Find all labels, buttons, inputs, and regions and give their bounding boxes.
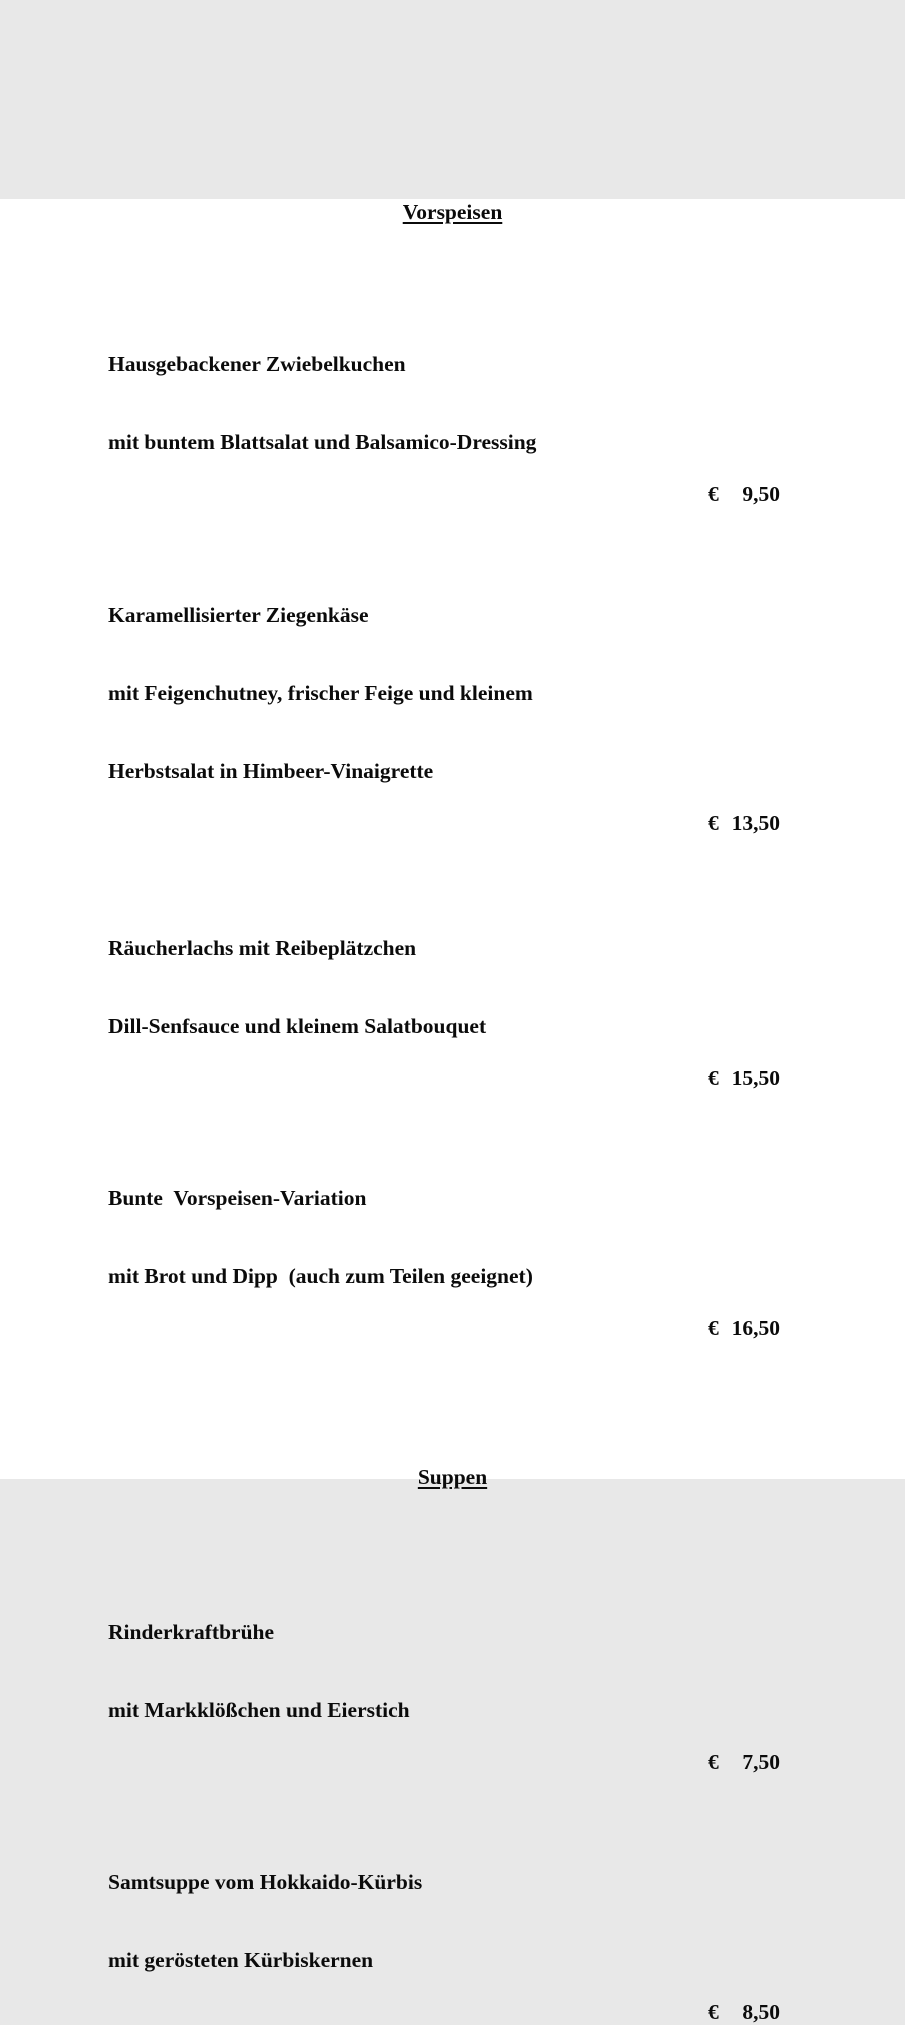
price-amount: 8,50	[742, 2000, 780, 2024]
menu-item-price	[708, 1065, 780, 1091]
menu-item-description	[108, 550, 533, 836]
menu-item-title: Bunte Vorspeisen-Variation	[108, 1186, 367, 1210]
menu-item-title: Samtsuppe vom Hokkaido-Kürbis	[108, 1870, 423, 1894]
euro-sign: €	[708, 811, 719, 835]
menu-item	[108, 1817, 780, 2025]
menu-item-price	[708, 481, 780, 507]
price-amount: 15,50	[731, 1066, 780, 1090]
section-items-vorspeisen	[108, 299, 780, 1341]
menu-item-title: Hausgebackener Zwiebelkuchen	[108, 352, 406, 376]
menu-item-price	[708, 1315, 780, 1341]
menu-item-title: Räucherlachs mit Reibeplätzchen	[108, 936, 417, 960]
menu-item-subtitle: mit Markklößchen und Eierstich	[108, 1698, 410, 1722]
menu-item-subtitle: mit Brot und Dipp (auch zum Teilen geeignet)	[108, 1264, 533, 1288]
price-amount: 9,50	[742, 482, 780, 506]
menu-item-description	[108, 299, 536, 507]
price-amount: 16,50	[731, 1316, 780, 1340]
menu-item-price	[708, 1999, 780, 2025]
menu-item	[108, 299, 780, 507]
euro-sign: €	[708, 2000, 719, 2024]
menu-item-subtitle: mit gerösteten Kürbiskernen	[108, 1948, 374, 1972]
euro-sign: €	[708, 1750, 719, 1774]
menu-item	[108, 883, 780, 1091]
price-amount: 13,50	[731, 811, 780, 835]
menu-item-title: Karamellisierter Ziegenkäse	[108, 603, 369, 627]
menu-item-description	[108, 1817, 422, 2025]
section-items-suppen	[108, 1567, 780, 2025]
menu-page	[0, 199, 905, 2024]
menu-item-title: Rinderkraftbrühe	[108, 1620, 275, 1644]
price-amount: 7,50	[742, 1750, 780, 1774]
euro-sign: €	[708, 1316, 719, 1340]
menu-item-description	[108, 1567, 410, 1775]
menu-item-description	[108, 1133, 533, 1341]
menu-item-subtitle: Dill-Senfsauce und kleinem Salatbouquet	[108, 1014, 487, 1038]
menu-item	[108, 1567, 780, 1775]
section-heading-suppen: Suppen	[417, 1465, 488, 1489]
section-heading-vorspeisen: Vorspeisen	[402, 200, 503, 224]
menu-item-price	[708, 810, 780, 836]
euro-sign: €	[708, 482, 719, 506]
menu-item-description	[108, 883, 486, 1091]
menu-item-subtitle: mit buntem Blattsalat und Balsamico-Dressing	[108, 430, 537, 454]
menu-item-subtitle: Herbstsalat in Himbeer-Vinaigrette	[108, 759, 434, 783]
euro-sign: €	[708, 1066, 719, 1090]
menu-item-subtitle: mit Feigenchutney, frischer Feige und kleinem	[108, 681, 533, 705]
menu-item	[108, 550, 780, 836]
menu-item	[108, 1133, 780, 1341]
menu-item-price	[708, 1749, 780, 1775]
